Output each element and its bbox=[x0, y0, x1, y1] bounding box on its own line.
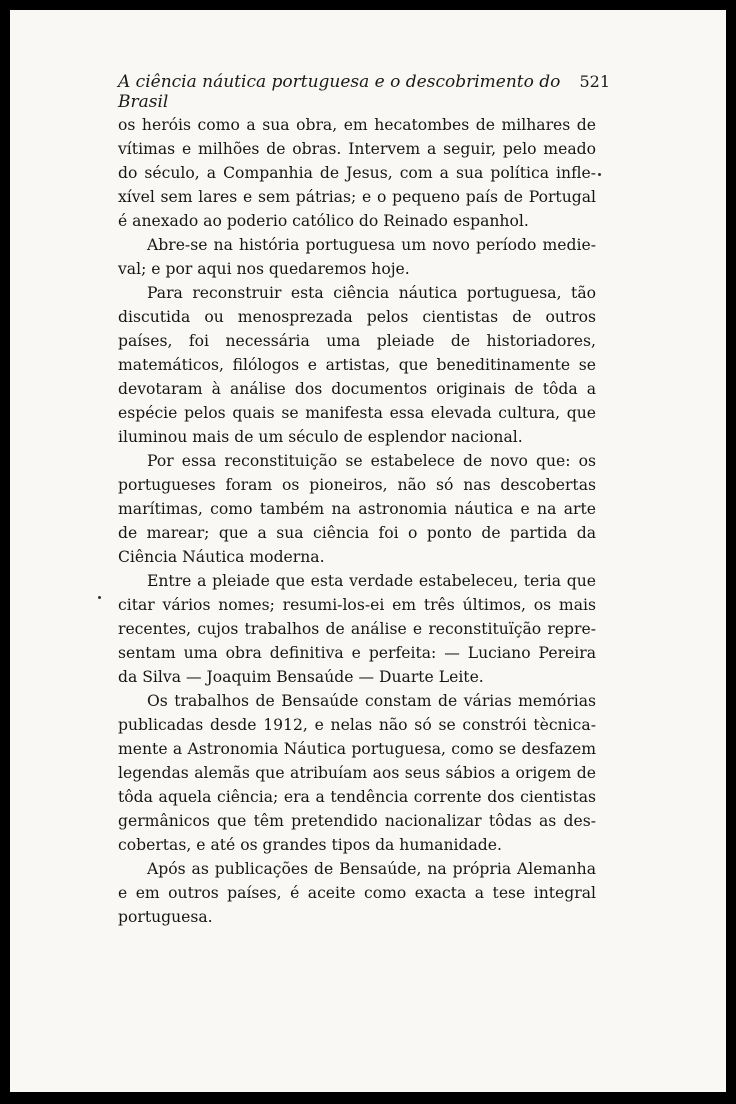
paragraph-3: Para reconstruir esta ciência náutica portuguesa, tão discutida ou menosprezada pelos cientistas de outros países, foi necessária uma pleiade de historiadores, matemáticos, filólogos e artistas, que beneditinamente se devotaram à análise dos documentos originais de tôda a espécie pelos quais se manifesta essa elevada cultura, que iluminou mais de um século de esplendor nacional. bbox=[118, 284, 596, 446]
book-page bbox=[10, 10, 726, 1092]
paragraph-1: os heróis como a sua obra, em hecatombes de milhares de vítimas e milhões de obras. Intervem a seguir, pelo meado do século, a Companhia de Jesus, com a sua política inflexível sem lares e sem pátrias; e o pequeno país de Portugal é anexado ao poderio católico do Reinado espanhol. bbox=[118, 116, 596, 230]
paragraph-2: Abre-se na história portuguesa um novo período medieval; e por aqui nos quedaremos hoje. bbox=[118, 236, 596, 278]
running-header bbox=[118, 72, 610, 112]
paragraph-4: Por essa reconstituição se estabelece de novo que: os portugueses foram os pioneiros, não só nas descobertas marítimas, como também na astronomia náutica e na arte de marear; que a sua ciência foi o ponto de partida da Ciência Náutica moderna. bbox=[118, 452, 596, 566]
page-body bbox=[118, 113, 596, 929]
header-title: A ciência náutica portuguesa e o descobrimento do Brasil bbox=[118, 72, 561, 112]
paragraph-6: Os trabalhos de Bensaúde constam de várias memórias publicadas desde 1912, e nelas não só se constrói tècnicamente a Astronomia Náutica portuguesa, como se desfazem legendas alemãs que atribuíam aos seus sábios a origem de tôda aquela ciência; era a tendência corrente dos cientistas germânicos que têm pretendido nacionalizar tôdas as descobertas, e até os grandes tipos da humanidade. bbox=[118, 692, 596, 854]
margin-speck bbox=[98, 596, 101, 599]
margin-speck bbox=[598, 173, 601, 176]
page-number: 521 bbox=[579, 72, 610, 91]
paragraph-7: Após as publicações de Bensaúde, na própria Alemanha e em outros países, é aceite como exacta a tese integral portuguesa. bbox=[118, 860, 596, 926]
paragraph-5: Entre a pleiade que esta verdade estabeleceu, teria que citar vários nomes; resumi-los-ei em três últimos, os mais recentes, cujos trabalhos de análise e reconstituïção representam uma obra definitiva e perfeita: — Luciano Pereira da Silva — Joaquim Bensaúde — Duarte Leite. bbox=[118, 572, 596, 686]
